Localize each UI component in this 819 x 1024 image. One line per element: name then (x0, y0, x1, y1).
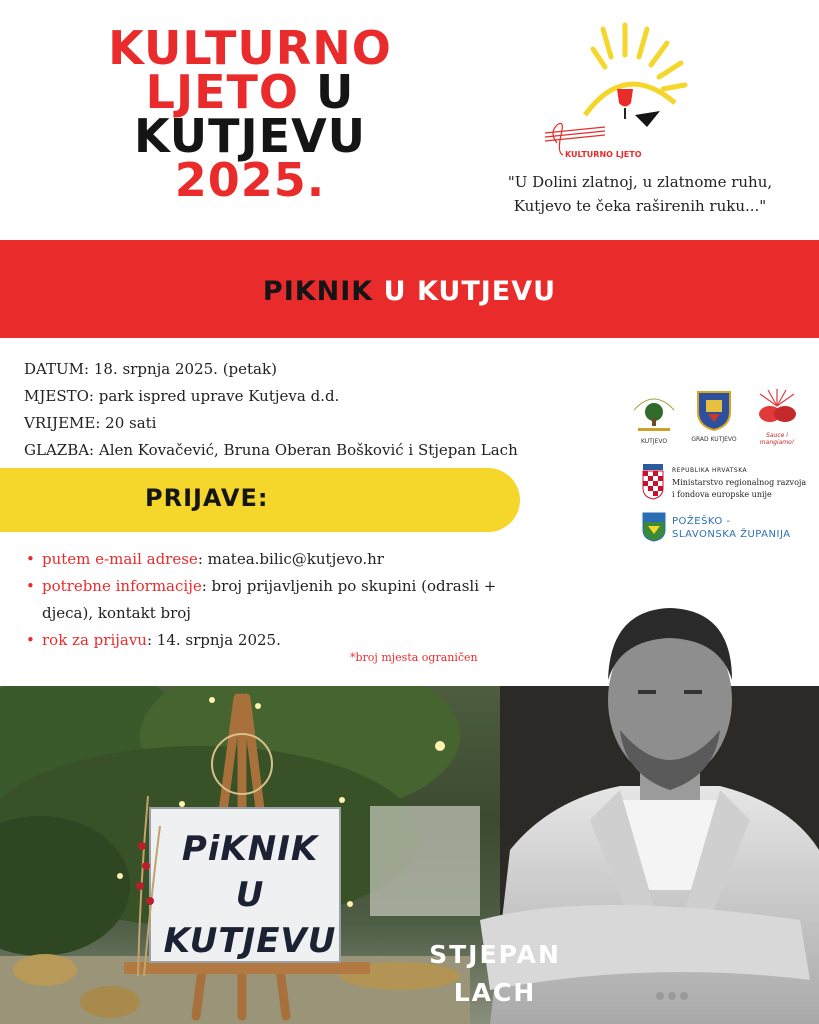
motto (470, 170, 810, 218)
kulturno-ljeto-logo (535, 15, 715, 165)
title-word-u: U (316, 65, 355, 119)
title-word-ljeto: LJETO (145, 65, 299, 119)
event-banner (0, 240, 819, 338)
rh-caption: REPUBLIKA HRVATSKA (672, 467, 748, 474)
rh-line-2: i fondova europske unije (672, 490, 772, 499)
event-title (0, 276, 819, 307)
fancy-logo (748, 388, 806, 444)
registration-list (26, 546, 546, 654)
list-item (26, 627, 546, 654)
reg-label-info: potrebne informacije (42, 577, 202, 595)
detail-location: MJESTO: park ispred uprave Kutjeva d.d. (24, 387, 340, 405)
motto-line-1: "U Dolini zlatnoj, u zlatnome ruhu, (507, 173, 773, 191)
performer-name (390, 936, 600, 1012)
county-line-1: POŽEŠKO - (672, 516, 731, 527)
county-line-2: SLAVONSKA ŽUPANIJA (672, 529, 791, 540)
performer-last-name: LACH (453, 978, 537, 1007)
kutjevo-logo-label: KUTJEVO (640, 438, 668, 445)
hay-bale (80, 986, 140, 1018)
detail-date: DATUM: 18. srpnja 2025. (petak) (24, 360, 277, 378)
title-line-3: KUTJEVU (133, 109, 367, 163)
rh-line-1: Ministarstvo regionalnog razvoja (672, 478, 807, 487)
hay-bale (13, 954, 77, 986)
title-line-1: KULTURNO (108, 21, 392, 75)
fancy-logo-label: Sauce i mangiamo! (759, 432, 795, 446)
list-item (26, 573, 546, 627)
festival-title (30, 21, 470, 207)
list-item (26, 546, 546, 573)
capacity-note: *broj mjesta ograničen (350, 651, 478, 664)
ministry-text (672, 465, 812, 501)
reg-value-email[interactable]: : matea.bilic@kutjevo.hr (197, 550, 384, 568)
grad-kutjevo-crest (690, 388, 738, 444)
kutjevo-tree-logo (628, 390, 680, 445)
title-line-4: 2025. (174, 153, 326, 207)
performer-first-name: STJEPAN (429, 940, 561, 969)
wine-glass-icon (617, 89, 633, 107)
registration-pill (0, 468, 520, 532)
reg-value-info: : broj prijavljenih po skupini (odrasli + djeca), kontakt broj (42, 577, 497, 622)
croatia-shield (640, 464, 666, 500)
county-text (672, 515, 791, 541)
motto-line-2: Kutjevo te čeka raširenih ruku..." (513, 197, 767, 215)
event-details (24, 356, 518, 464)
croatia-crown-icon (643, 464, 663, 470)
title-line-2 (30, 65, 470, 119)
detail-time: VRIJEME: 20 sati (24, 414, 157, 432)
reg-value-deadline: : 14. srpnja 2025. (146, 631, 281, 649)
logo-caption: KULTURNO LJETO (565, 150, 642, 159)
grad-kutjevo-label: GRAD KUTJEVO (691, 436, 737, 443)
music-note-icon (635, 111, 660, 127)
sign-line-1: PiKNIK (181, 829, 319, 869)
registration-heading: PRIJAVE: (145, 484, 269, 512)
reg-label-deadline: rok za prijavu (42, 631, 147, 649)
sun-rays-icon (593, 25, 685, 89)
event-title-part2: U KUTJEVU (383, 276, 557, 307)
checkerboard-icon (643, 471, 663, 499)
detail-music: GLAZBA: Alen Kovačević, Bruna Oberan Bošković i Stjepan Lach (24, 441, 518, 459)
reg-label-email: putem e-mail adrese (42, 550, 198, 568)
picnic-sign-text (160, 826, 340, 964)
event-title-part1: PIKNIK (262, 276, 374, 307)
sign-line-2: U KUTJEVU (163, 875, 337, 961)
pozesko-slavonska-shield (642, 512, 666, 542)
